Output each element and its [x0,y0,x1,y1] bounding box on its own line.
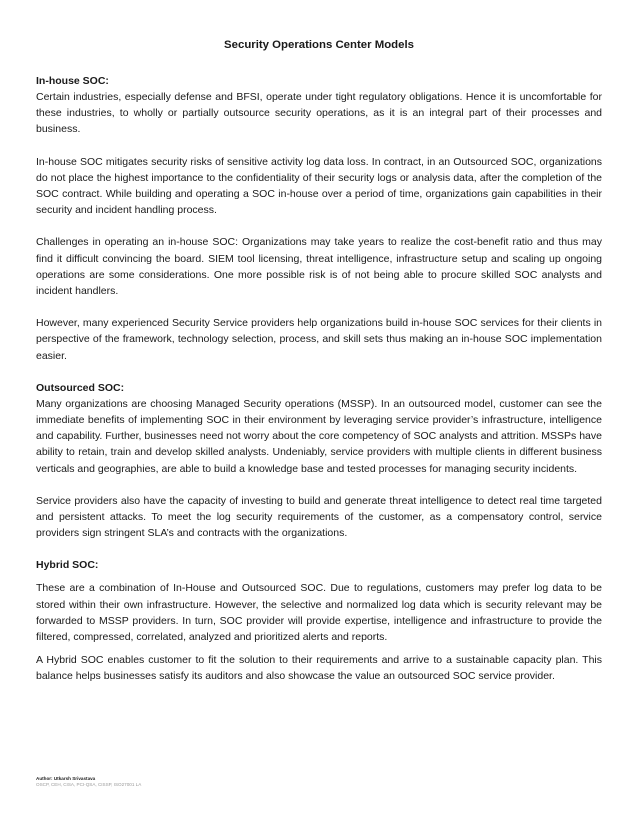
inhouse-paragraph-4: However, many experienced Security Service providers help organizations build in-house SOC services for their clients in perspective of the framework, technology selection, process, and skill sets thus making an in-house SOC implementation easier. [36,317,602,362]
footer-credentials: OSCP, CEH, CISA, PCI-QSA, CISSP, ISO27001 LA [36,782,142,787]
outsourced-heading: Outsourced SOC: [36,381,125,394]
document-page [36,38,602,685]
outsourced-paragraph-2: Service providers also have the capacity of investing to build and generate threat intelligence to detect real time targeted and persistent attacks. To meet the log security requirements of the customer, as a compensatory control, service providers sign stringent SLA’s and contracts with the organizations. [36,494,602,540]
hybrid-heading: Hybrid SOC: [36,559,99,572]
document-footer [36,776,141,788]
inhouse-paragraph-3: Challenges in operating an in-house SOC: Organizations may take years to realize the cost-benefit ratio and thus may find it difficult convincing the board. SIEM tool licensing, threat intelligence, infrastructure setup and scaling up ongoing operations are some considerations. One more possible risk is of not being able to procure skilled SOC analysts and incident handlers. [36,236,602,298]
inhouse-heading: In-house SOC: [36,75,109,87]
inhouse-paragraph-1: Certain industries, especially defense and BFSI, operate under tight regulatory obligations. Hence it is uncomfortable for these industries, to wholly or partially outsource security operations, as it is an integral part of their processes and business. [36,91,602,136]
document-title: Security Operations Center Models [224,39,414,51]
hybrid-paragraph-1: These are a combination of In-House and Outsourced SOC. Due to regulations, customers may prefer log data to be stored within their own infrastructure. However, the selective and normalized log data which is security relevant may be forwarded to MSSP providers. In turn, SOC provider will provide expertise, intelligence and infrastructure to provide the filtered, compressed, correlated, analyzed and prioritized alerts and reports. [36,582,602,644]
inhouse-paragraph-2: In-house SOC mitigates security risks of sensitive activity log data loss. In contract, in an Outsourced SOC, organizations do not place the highest importance to the confidentiality of their security logs or analysis data, after the completion of the SOC contract. While building and operating a SOC in-house over a period of time, organizations gain capabilities in their security and incident handling process. [36,155,602,217]
outsourced-paragraph-1: Many organizations are choosing Managed Security operations (MSSP). In an outsourced model, customer can see the immediate benefits of implementing SOC in their environment by leveraging service provider’s infrastructure, intelligence and capability. Further, businesses need not worry about the core competency of SOC analysts and attrition. MSSPs have ability to retain, train and develop skilled analysts. Undeniably, service providers with multiple clients in different business verticals and geographies, are able to build a knowledge base and tested processes for managing security incidents. [36,397,602,475]
hybrid-paragraph-2: A Hybrid SOC enables customer to fit the solution to their requirements and arrive to a sustainable capacity plan. This balance helps businesses satisfy its auditors and also showcase the value an outsourced SOC service provider. [36,654,602,683]
footer-author: Author: Utkarsh Srivastava [36,776,96,781]
